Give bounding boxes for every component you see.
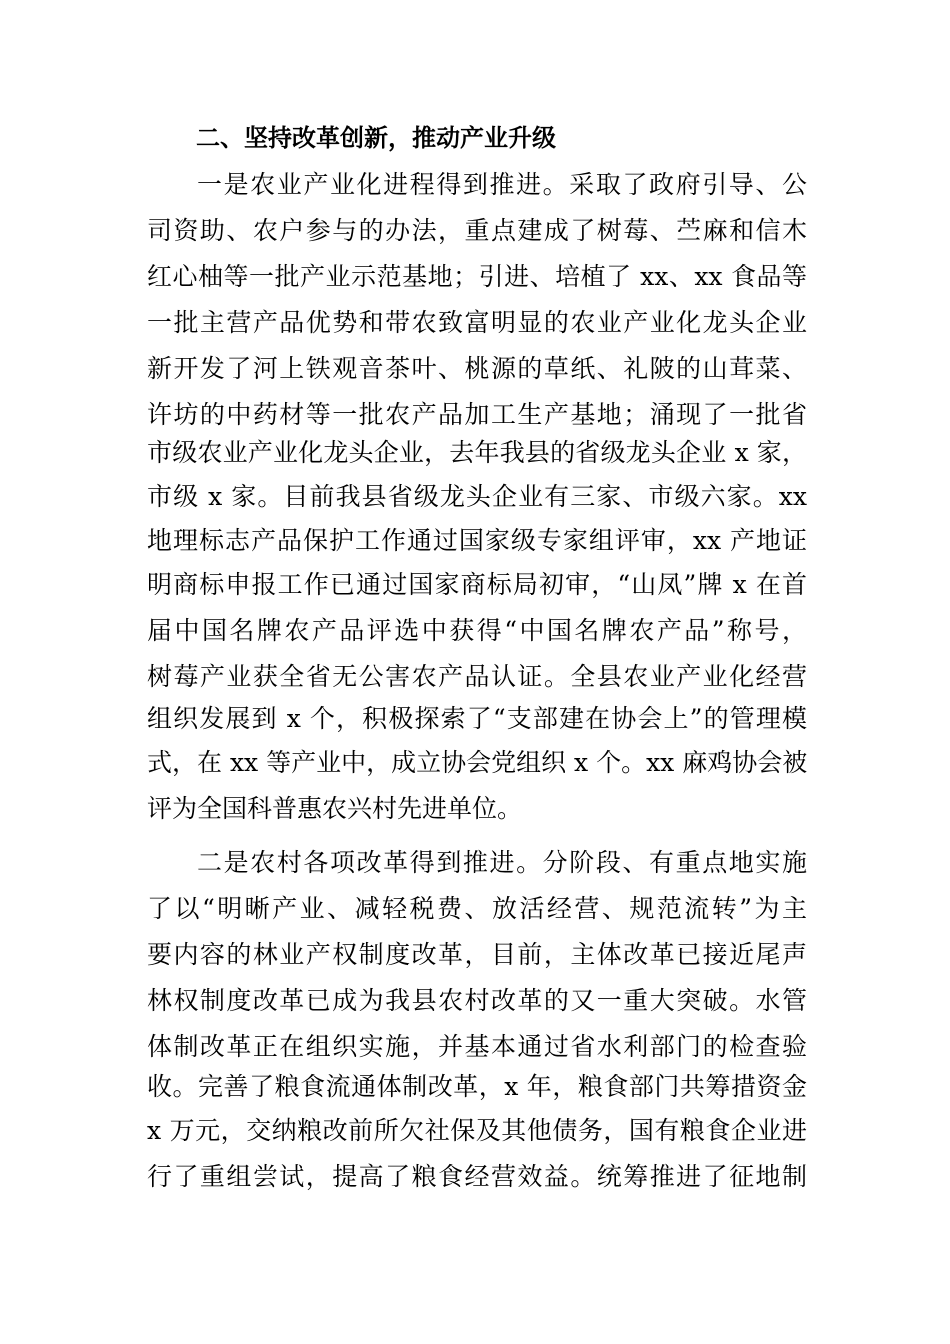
paragraph-1-line: 一批主营产品优势和带农致富明显的农业产业化龙头企业: [147, 308, 807, 337]
paragraph-1-line: 许坊的中药材等一批农产品加工生产基地；涌现了一批省: [147, 400, 807, 429]
paragraph-1-line: 明商标申报工作已通过国家商标局初审，“山凤”牌 x 在首: [147, 570, 807, 599]
paragraph-2-line: 林权制度改革已成为我县农村改革的又一重大突破。水管: [147, 986, 807, 1015]
paragraph-1-line: 司资助、农户参与的办法，重点建成了树莓、苎麻和信木: [147, 216, 807, 245]
paragraph-1-line: 式，在 xx 等产业中，成立协会党组织 x 个。xx 麻鸡协会被: [147, 748, 808, 777]
paragraph-2-line: 要内容的林业产权制度改革，目前，主体改革已接近尾声: [147, 940, 807, 969]
paragraph-2-line: 行了重组尝试，提高了粮食经营效益。统筹推进了征地制: [147, 1162, 807, 1191]
paragraph-1-line: 树莓产业获全省无公害农产品认证。全县农业产业化经营: [147, 662, 807, 691]
paragraph-1-line: 市级 x 家。目前我县省级龙头企业有三家、市级六家。xx: [147, 482, 807, 511]
paragraph-1-line: 组织发展到 x 个，积极探索了“支部建在协会上”的管理模: [147, 704, 807, 733]
paragraph-1-line: 新开发了河上铁观音茶叶、桃源的草纸、礼陂的山茸菜、: [147, 354, 807, 383]
paragraph-2-line: 了以“明晰产业、减轻税费、放活经营、规范流转”为主: [147, 894, 807, 923]
paragraph-1-line: 市级农业产业化龙头企业，去年我县的省级龙头企业 x 家，: [147, 438, 807, 467]
paragraph-1-line: 评为全国科普惠农兴村先进单位。: [147, 794, 523, 823]
paragraph-2-line: 体制改革正在组织实施，并基本通过省水利部门的检查验: [147, 1032, 807, 1061]
paragraph-2-line: 收。完善了粮食流通体制改革，x 年，粮食部门共筹措资金: [147, 1072, 807, 1101]
paragraph-2-line: 二是农村各项改革得到推进。分阶段、有重点地实施: [197, 848, 807, 877]
section-heading: 二、坚持改革创新，推动产业升级: [196, 124, 556, 152]
paragraph-1-line: 地理标志产品保护工作通过国家级专家组评审，xx 产地证: [147, 526, 807, 555]
paragraph-1-line: 届中国名牌农产品评选中获得“中国名牌农产品”称号，: [147, 616, 807, 645]
paragraph-1-line: 一是农业产业化进程得到推进。采取了政府引导、公: [197, 170, 807, 199]
paragraph-1-line: 红心柚等一批产业示范基地；引进、培植了 xx、xx 食品等: [147, 262, 807, 291]
paragraph-2-line: x 万元，交纳粮改前所欠社保及其他债务，国有粮食企业进: [147, 1116, 807, 1145]
